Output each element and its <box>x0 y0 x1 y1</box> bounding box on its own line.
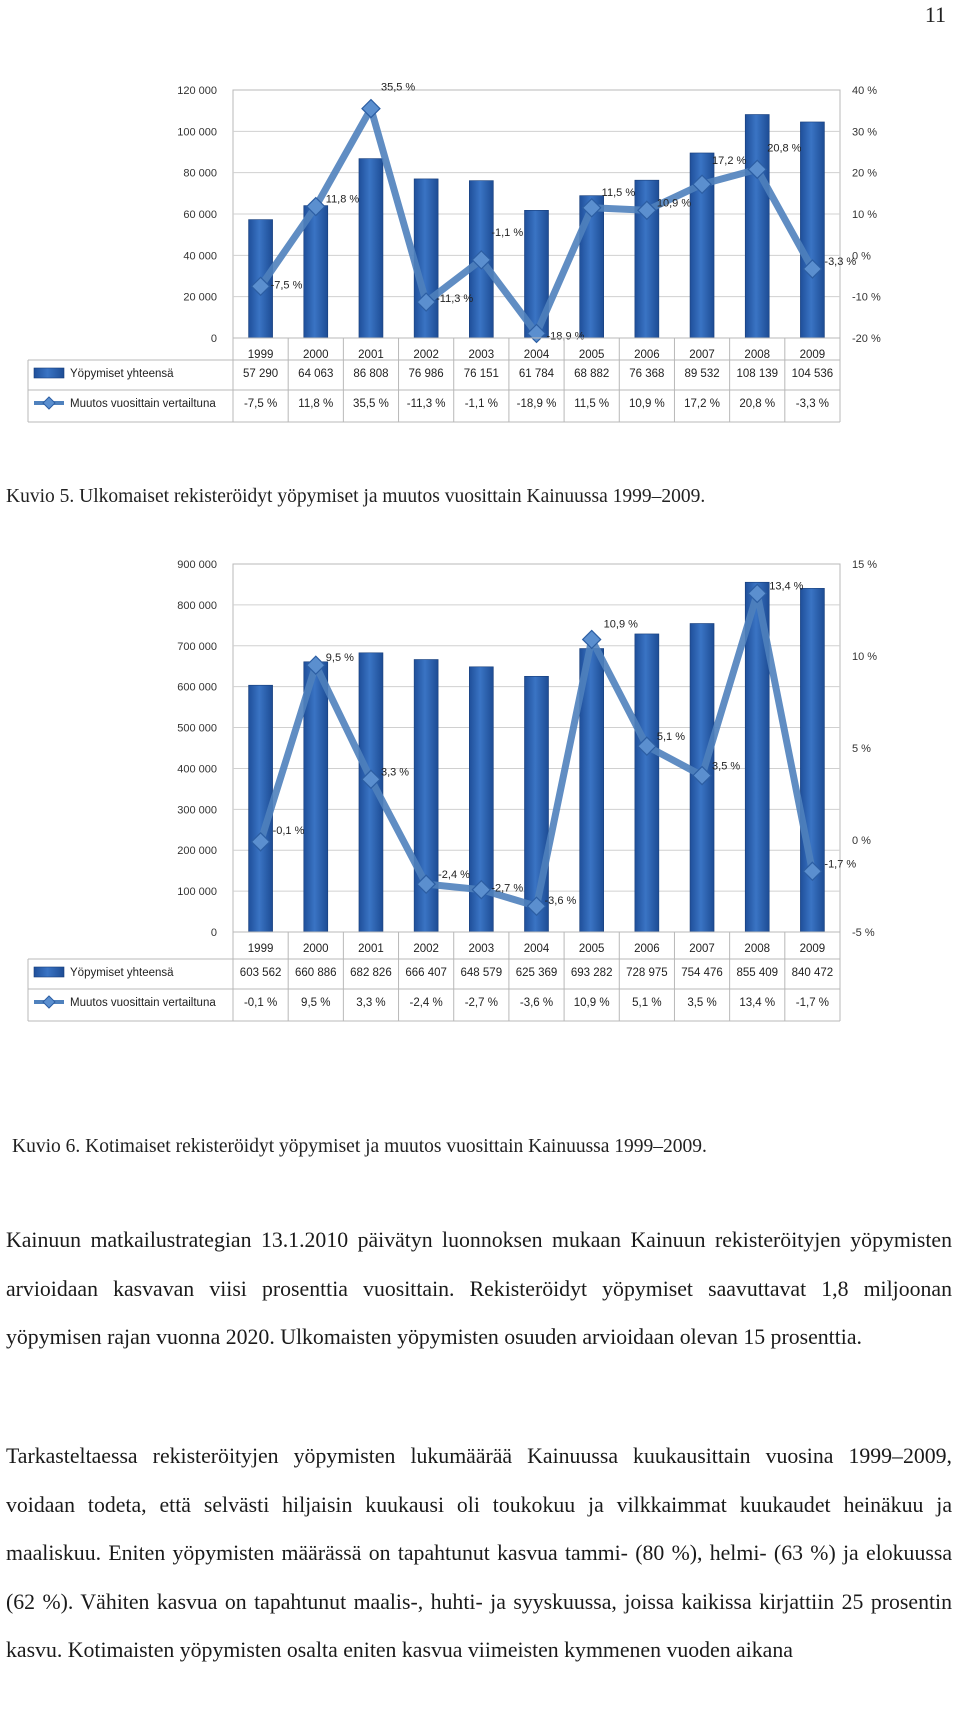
change-data-label: -7,5 % <box>270 279 303 292</box>
change-data-label: -3,3 % <box>824 255 857 268</box>
left-axis-tick-label: 120 000 <box>177 85 217 97</box>
right-axis-tick-label: 5 % <box>852 743 871 755</box>
figure-6-chart <box>28 552 928 1122</box>
category-label: 2008 <box>744 943 771 955</box>
bar-2006 <box>635 634 659 932</box>
table-line-value: -18,9 % <box>516 398 557 410</box>
table-bar-value: 855 409 <box>736 967 779 979</box>
table-line-value: -2,7 % <box>464 997 498 1009</box>
category-label: 2009 <box>799 349 826 361</box>
page-number: 11 <box>924 2 946 27</box>
right-axis-tick-label: 10 % <box>852 209 878 221</box>
table-bar-value: 89 532 <box>684 368 720 380</box>
table-line-value: 5,1 % <box>632 997 662 1009</box>
left-axis-tick-label: 200 000 <box>177 845 217 858</box>
left-axis-tick-label: 300 000 <box>177 804 217 817</box>
figure-6-svg <box>28 552 928 1122</box>
change-data-label: -11,3 % <box>436 293 474 306</box>
table-line-value: 17,2 % <box>684 398 720 410</box>
left-axis-tick-label: 800 000 <box>177 599 217 612</box>
table-line-value: 35,5 % <box>353 398 389 410</box>
category-label: 2003 <box>468 349 495 361</box>
legend-bar-label: Yöpymiset yhteensä <box>70 967 174 979</box>
table-bar-value: 754 476 <box>681 967 723 979</box>
table-line-value: -0,1 % <box>243 997 278 1009</box>
table-bar-value: 68 882 <box>574 368 610 380</box>
category-label: 2006 <box>634 943 660 955</box>
figure-5-chart <box>28 78 928 464</box>
bar-2009 <box>800 122 824 338</box>
table-bar-value: 666 407 <box>405 967 447 979</box>
left-axis-tick-label: 600 000 <box>177 681 217 694</box>
left-axis-tick-label: 0 <box>210 333 217 345</box>
left-axis-tick-label: 900 000 <box>177 559 217 571</box>
bar-2000 <box>304 206 328 338</box>
left-axis-tick-label: 700 000 <box>177 640 217 653</box>
figure-5-caption: Kuvio 5. Ulkomaiset rekisteröidyt yöpymiset ja muutos vuosittain Kainuussa 1999–2009. <box>6 486 706 507</box>
legend-bar-key <box>34 967 64 977</box>
change-data-label: 10,9 % <box>656 197 692 210</box>
table-line-value: -11,3 % <box>406 398 446 410</box>
bar-2008 <box>745 115 769 338</box>
table-bar-value: 840 472 <box>791 967 834 979</box>
table-line-value: 13,4 % <box>739 997 776 1009</box>
table-line-value: -3,3 % <box>795 398 830 410</box>
change-data-label: 3,3 % <box>380 766 410 779</box>
category-label: 2004 <box>523 349 550 361</box>
table-bar-value: 660 886 <box>294 967 337 979</box>
legend-line-label: Muutos vuosittain vertailtuna <box>70 398 216 410</box>
category-label: 2000 <box>302 943 329 955</box>
table-line-value: -1,7 % <box>795 997 830 1009</box>
category-label: 2008 <box>744 349 771 361</box>
table-bar-value: 76 368 <box>629 368 665 380</box>
legend-bar-label: Yöpymiset yhteensä <box>70 368 174 380</box>
table-line-value: 10,9 % <box>628 398 665 410</box>
category-label: 2004 <box>523 943 550 955</box>
left-axis-tick-label: 0 <box>210 927 217 939</box>
change-data-label: -2,4 % <box>438 869 470 882</box>
change-data-label: 5,1 % <box>656 731 686 744</box>
legend-bar-key <box>34 368 64 378</box>
table-bar-value: 104 536 <box>791 368 834 380</box>
change-data-label: -0,1 % <box>272 824 305 837</box>
table-line-value: 11,8 % <box>298 398 334 410</box>
figure-5-svg <box>28 78 928 464</box>
table-line-value: 10,9 % <box>573 997 610 1009</box>
right-axis-tick-label: 30 % <box>852 126 878 139</box>
category-label: 2006 <box>634 349 660 361</box>
table-line-value: -1,1 % <box>464 398 498 410</box>
right-axis-tick-label: 10 % <box>852 651 878 663</box>
table-line-value: 20,8 % <box>739 398 776 410</box>
category-label: 2002 <box>413 943 439 955</box>
left-axis-tick-label: 400 000 <box>177 763 217 776</box>
bar-2002 <box>414 179 438 338</box>
category-label: 2009 <box>799 943 826 955</box>
paragraph-monthly: Tarkasteltaessa rekisteröityjen yöpymisten lukumäärää Kainuussa kuukausittain vuosina 1999–2009, voidaan todeta, että selvästi hiljaisin kuukausi oli toukokuu ja vilkkaimmat kuukaudet heinäkuu ja maaliskuu. Eniten yöpymisten määrässä on tapahtunut kasvua tammi- (80 %), helmi- (63 %) ja elokuussa (62 %). Vähiten kasvua on tapahtunut maalis-, huhti- ja syyskuussa, joissa kaikissa kirjattiin 25 prosentin kasvu. Kotimaisten yöpymisten osalta eniten kasvua viimeisten kymmenen vuoden aikana <box>6 1444 952 1663</box>
category-label: 2000 <box>302 349 329 361</box>
left-axis-tick-label: 100 000 <box>177 126 217 139</box>
left-axis-tick-label: 40 000 <box>183 250 217 263</box>
change-data-label: 13,4 % <box>769 580 804 593</box>
change-data-label: 20,8 % <box>767 142 802 155</box>
category-label: 1999 <box>247 349 274 361</box>
table-line-value: 3,3 % <box>356 997 386 1009</box>
right-axis-tick-label: 0 % <box>852 835 871 847</box>
change-data-label: 11,5 % <box>601 186 636 199</box>
legend-marker-key <box>43 996 55 1008</box>
right-axis-tick-label: 40 % <box>852 85 878 97</box>
table-bar-value: 682 826 <box>350 967 392 979</box>
left-axis-tick-label: 80 000 <box>183 167 217 180</box>
category-label: 2005 <box>578 349 605 361</box>
legend-line-label: Muutos vuosittain vertailtuna <box>70 997 216 1009</box>
change-data-label: -1,1 % <box>491 226 524 239</box>
right-axis-tick-label: 15 % <box>852 559 878 571</box>
table-bar-value: 76 986 <box>408 368 444 380</box>
category-label: 2007 <box>689 943 715 955</box>
change-data-label: 9,5 % <box>325 652 354 665</box>
category-label: 2002 <box>413 349 439 361</box>
right-axis-tick-label: -20 % <box>852 333 881 345</box>
category-label: 1999 <box>247 943 274 955</box>
change-data-label: -3,6 % <box>544 895 577 908</box>
table-bar-value: 693 282 <box>570 967 613 979</box>
left-axis-tick-label: 20 000 <box>183 291 217 304</box>
category-label: 2007 <box>689 349 715 361</box>
change-data-label: 17,2 % <box>712 155 747 168</box>
table-bar-value: 86 808 <box>353 368 389 380</box>
table-bar-value: 648 579 <box>460 967 503 979</box>
right-axis-tick-label: -10 % <box>852 291 881 304</box>
table-bar-value: 625 369 <box>515 967 558 979</box>
table-line-value: -3,6 % <box>519 997 554 1009</box>
change-data-label: -1,7 % <box>824 858 857 871</box>
change-data-label: -18,9 % <box>546 330 585 343</box>
right-axis-tick-label: 20 % <box>852 167 878 180</box>
left-axis-tick-label: 500 000 <box>177 722 217 735</box>
figure-6-caption: Kuvio 6. Kotimaiset rekisteröidyt yöpymiset ja muutos vuosittain Kainuussa 1999–2009. <box>12 1136 707 1157</box>
paragraph-strategy: Kainuun matkailustrategian 13.1.2010 päivätyn luonnoksen mukaan Kainuun rekisteröityjen yöpymisten arvioidaan kasvavan viisi prosenttia vuosittain. Rekisteröidyt yöpymiset saavuttavat 1,8 miljoonan yöpymisen rajan vuonna 2020. Ulkomaisten yöpymisten osuuden arvioidaan olevan 15 prosenttia. <box>6 1228 952 1350</box>
change-data-label: 11,8 % <box>325 193 360 206</box>
change-data-label: 10,9 % <box>603 618 638 631</box>
left-axis-tick-label: 60 000 <box>183 209 217 221</box>
right-axis-tick-label: 0 % <box>852 250 871 263</box>
table-bar-value: 108 139 <box>736 368 779 380</box>
table-line-value: 11,5 % <box>574 398 610 410</box>
category-label: 2005 <box>578 943 605 955</box>
table-line-value: 3,5 % <box>687 997 717 1009</box>
category-label: 2001 <box>358 349 384 361</box>
table-line-value: 9,5 % <box>301 997 331 1009</box>
change-data-label: 35,5 % <box>380 81 416 94</box>
table-line-value: -7,5 % <box>243 398 278 410</box>
table-bar-value: 603 562 <box>239 967 282 979</box>
table-bar-value: 76 151 <box>463 368 499 380</box>
right-axis-tick-label: -5 % <box>852 927 875 939</box>
table-bar-value: 61 784 <box>518 368 555 380</box>
category-label: 2001 <box>358 943 384 955</box>
table-bar-value: 728 975 <box>626 967 668 979</box>
bar-2001 <box>359 159 383 338</box>
table-bar-value: 64 063 <box>298 368 334 380</box>
left-axis-tick-label: 100 000 <box>177 886 217 899</box>
change-data-label: 3,5 % <box>712 760 741 773</box>
category-label: 2003 <box>468 943 495 955</box>
table-bar-value: 57 290 <box>242 368 279 380</box>
table-line-value: -2,4 % <box>409 997 443 1009</box>
legend-marker-key <box>43 397 55 409</box>
change-data-label: -2,7 % <box>491 882 524 895</box>
